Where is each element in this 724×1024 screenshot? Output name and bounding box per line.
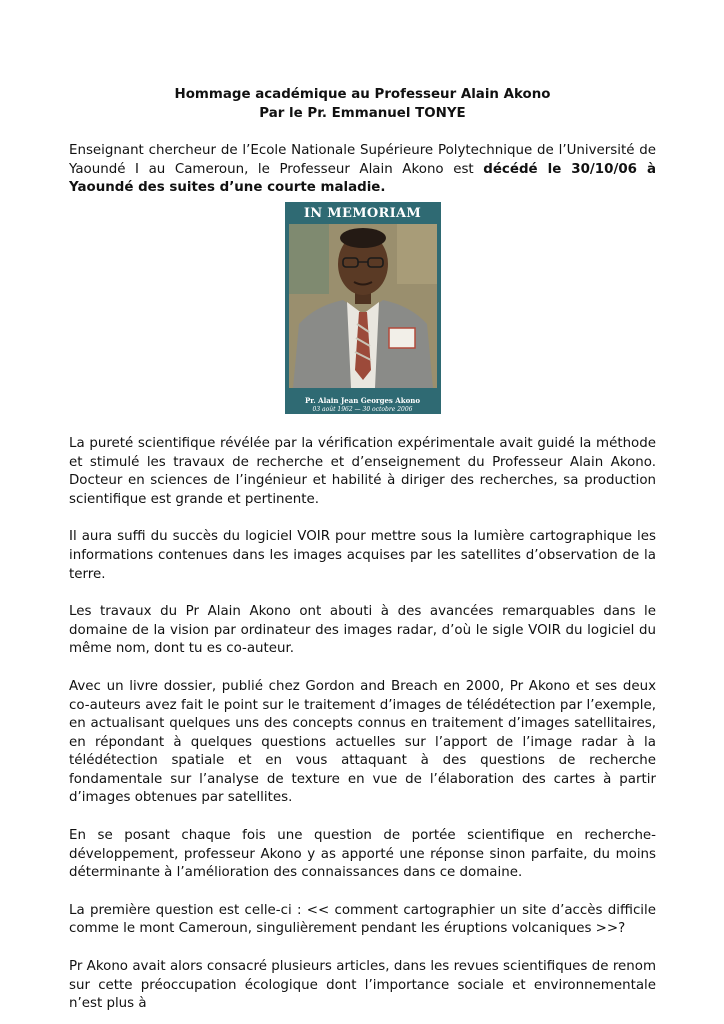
- memoriam-banner: IN MEMORIAM: [303, 205, 422, 221]
- photo-caption-name: Pr. Alain Jean Georges Akono: [304, 395, 421, 405]
- intro-paragraph: [69, 142, 656, 198]
- photo-caption-dates: 03 août 1962 — 30 octobre 2006: [312, 405, 413, 413]
- body-paragraph-2: Il aura suffi du succès du logiciel VOIR pour mettre sous la lumière cartographique les informations contenues dans les images acquises par les satellites d’observation de la terre.: [69, 529, 656, 582]
- intro-bold-text: décédé le 30/10/06 à Yaoundé des suites d’une courte maladie.: [69, 161, 656, 196]
- body-paragraph-7: Pr Akono avait alors consacré plusieurs articles, dans les revues scientifiques de renom sur cette préoccupation écologique dont l’importance sociale et environnementale n’est plus à: [69, 959, 656, 1012]
- document-byline: Par le Pr. Emmanuel TONYE: [259, 105, 466, 121]
- body-paragraph-6: La première question est celle-ci : << comment cartographier un site d’accès difficile comme le mont Cameroun, singulièrement pendant les éruptions volcaniques >>?: [69, 902, 656, 937]
- document-title: Hommage académique au Professeur Alain Akono: [174, 87, 551, 102]
- portrait-illustration: [285, 202, 441, 414]
- intro-text: Enseignant chercheur de l’Ecole Nationale Supérieure Polytechnique de l’Université de Yaoundé I au Cameroun, le Professeur Alain Akono est: [69, 143, 656, 177]
- body-paragraph-5: En se posant chaque fois une question de portée scientifique en recherche-développement, professeur Akono y as apporté une réponse sinon parfaite, du moins déterminante à l’amélioration des connaissances dans ce domaine.: [69, 828, 656, 881]
- body-paragraph-3: Les travaux du Pr Alain Akono ont abouti à des avancées remarquables dans le domaine de la vision par ordinateur des images radar, d’où le sigle VOIR du logiciel du même nom, dont tu es co-auteur.: [69, 604, 656, 657]
- body-paragraph-4: Avec un livre dossier, publié chez Gordon and Breach en 2000, Pr Akono et ses deux co-auteurs avez fait le point sur le traitement d’images de télédétection par l’exemple, en actualisant quelques uns des concepts connus en traitement d’images satellitaires, en répondant à quelques questions actuelles sur l’apport de l’image radar à la télédétection spatiale et en vous attaquant à des questions de recherche fondamentale sur l’analyse de texture en vue de l’élaboration des cartes à partir d’images obtenues par satellites.: [69, 678, 656, 806]
- body-paragraph-1: La pureté scientifique révélée par la vérification expérimentale avait guidé la méthode et stimulé les travaux de recherche et d’enseignement du Professeur Alain Akono. Docteur en sciences de l’ingénieur et habilité à diriger des recherches, sa production scientifique est grande et pertinente.: [69, 435, 656, 507]
- memorial-photo: [285, 202, 441, 414]
- document-page: [69, 86, 656, 1014]
